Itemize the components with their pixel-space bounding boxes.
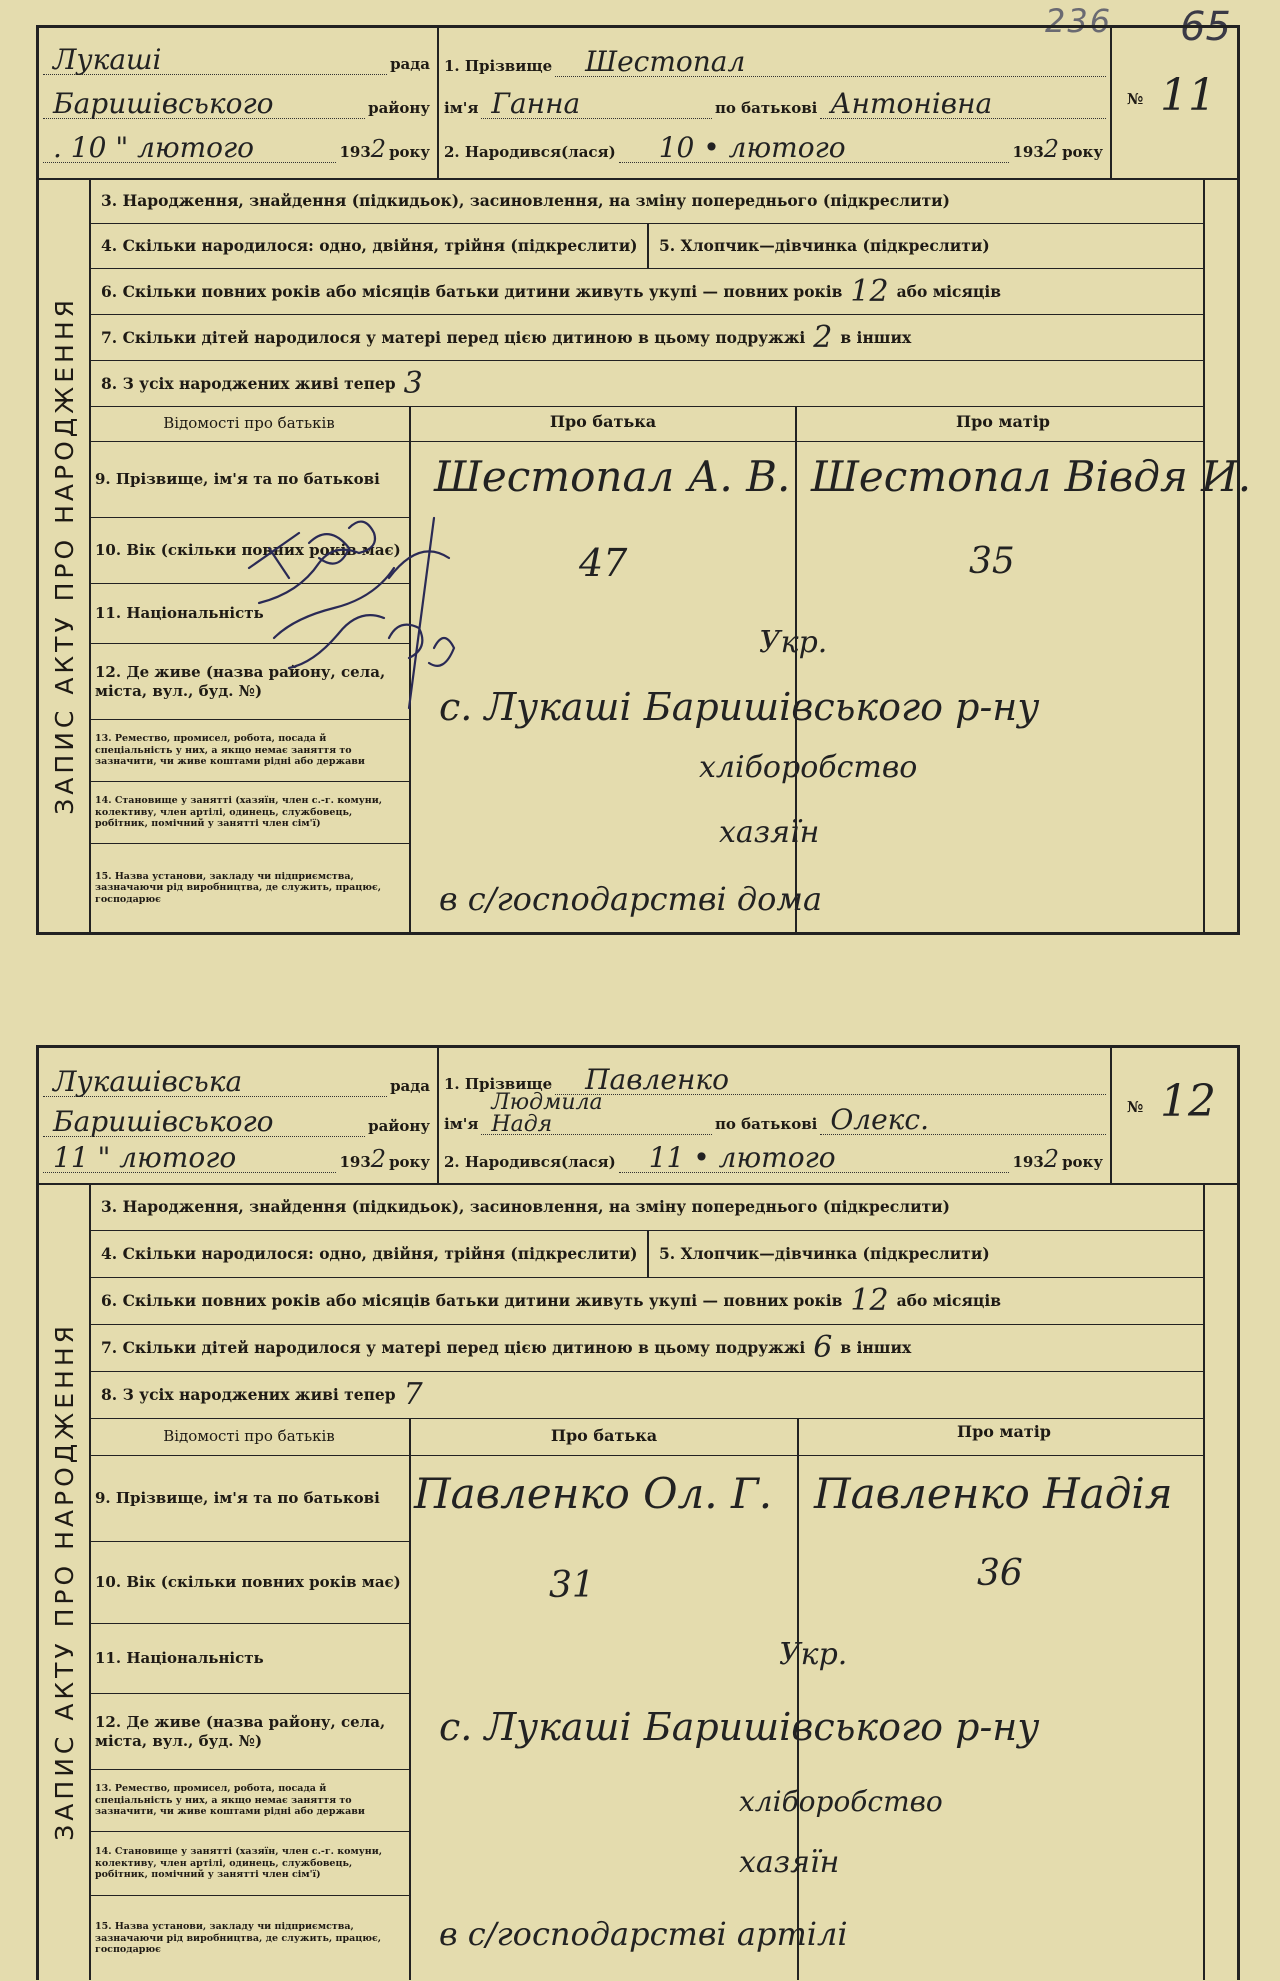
father-column-divider — [409, 406, 411, 932]
row-6 — [89, 268, 1205, 315]
father-column-divider — [409, 1418, 411, 1980]
patronymic-label: по батькові — [714, 1115, 818, 1133]
surname-label: 1. Прізвище — [444, 1075, 553, 1093]
event-type-label: 3. Народження, знайдення (підкидьок), засиновлення, на зміну попереднього (підкреслити) — [101, 191, 951, 210]
born-label: 2. Народився(лася) — [444, 143, 616, 161]
row-6 — [89, 1277, 1205, 1325]
row-11-label: 11. Національність — [89, 584, 409, 644]
mother-age: 36 — [977, 1553, 1023, 1594]
record-header — [39, 28, 1237, 180]
rada-label: рада — [390, 55, 430, 73]
side-title: ЗАПИС АКТУ ПРО НАРОДЖЕННЯ — [39, 1183, 91, 1980]
row-9-label: 9. Прізвище, ім'я та по батькові — [89, 1456, 409, 1542]
months-label: або місяців — [896, 1291, 1002, 1310]
year-prefix: 193 — [339, 143, 371, 161]
alive-label: 8. З усіх народжених живі тепер — [101, 373, 396, 393]
children-before-value: 6 — [813, 1330, 833, 1365]
sex-label: 5. Хлопчик—дівчинка (підкреслити) — [659, 1244, 990, 1263]
right-margin-column — [1203, 178, 1237, 932]
number-sign: № — [1127, 1098, 1144, 1116]
child-name — [481, 1090, 712, 1137]
rada-value: Лукашівська — [43, 1068, 387, 1097]
row-10-label: 10. Вік (скільки повних років має) — [89, 518, 409, 584]
row-4-5 — [89, 223, 1205, 269]
rayon-label: району — [368, 1117, 430, 1135]
row-15-label: 15. Назва установи, закладу чи підприємства, зазначаючи рід виробництва, де служить, працює, господарює — [95, 870, 382, 905]
child-name: Ганна — [481, 90, 712, 119]
surname-label: 1. Прізвище — [444, 57, 553, 75]
row-7 — [89, 314, 1205, 361]
row-4-divider — [647, 223, 649, 268]
rayon-value: Баришівського — [43, 90, 365, 119]
row-13-label: 13. Ремество, промисел, робота, посада й спеціальність у них, а якщо немає заняття то зазначити, чи живе коштами рідні або держави — [89, 1770, 409, 1832]
parents-info-header — [89, 406, 409, 442]
roku-label: року — [389, 1153, 430, 1171]
child-surname: Шестопал — [555, 48, 1106, 77]
birth-roku-label: року — [1062, 143, 1103, 161]
parents-info-label: Відомості про батьків — [163, 414, 335, 433]
parents-info-label: Відомості про батьків — [163, 1427, 335, 1446]
father-name: Шестопал А. В. — [434, 452, 791, 501]
mother-header: Про матір — [956, 412, 1050, 431]
patronymic-label: по батькові — [714, 99, 818, 117]
year-prefix: 193 — [339, 1153, 371, 1171]
other-marriage-label: в інших — [840, 327, 912, 347]
child-surname: Павленко — [555, 1066, 1106, 1095]
record-number-block — [1112, 1048, 1237, 1183]
row-10-label: 10. Вік (скільки повних років має) — [89, 1542, 409, 1624]
children-before-label: 7. Скільки дітей народилося у матері перед цією дитиною в цьому подружжі — [101, 1338, 806, 1357]
rada-value: Лукаші — [43, 46, 387, 75]
occupation: хліборобство — [739, 1785, 943, 1818]
birth-record-12 — [36, 1045, 1240, 1980]
mother-name: Шестопал Вівдя И. — [811, 452, 1252, 501]
row-12-label: 12. Де живе (назва району, села, міста, вул., буд. №) — [89, 644, 409, 720]
row-14-label: 14. Становище у занятті (хазяїн, член с.-г. комуни, колективу, член артілі, одинець, службовець, робітник, помічний у занятті член сім'ї) — [89, 1832, 409, 1896]
right-margin-column — [1203, 1183, 1237, 1980]
birth-year-prefix: 193 — [1012, 143, 1044, 161]
count-born-label: 4. Скільки народилося: одно, двійня, трійня (підкреслити) — [101, 236, 638, 255]
parents-info-header — [89, 1418, 409, 1456]
registration-year: 2 — [370, 135, 387, 163]
registration-date: 11 " лютого — [43, 1144, 336, 1173]
birth-year: 2 — [1043, 1145, 1060, 1173]
residence: с. Лукаші Баришівського р-ну — [439, 1705, 1040, 1749]
workplace: в с/господарстві артілі — [439, 1915, 848, 1953]
registration-block — [39, 1048, 439, 1183]
mother-header: Про матір — [957, 1422, 1051, 1441]
row-14-label: 14. Становище у занятті (хазяїн, член с.-г. комуни, колективу, член артілі, одинець, службовець, робітник, помічний у занятті член сім'ї) — [89, 782, 409, 844]
years-together-label: 6. Скільки повних років або місяців батьки дитини живуть укупі — повних років — [101, 1291, 843, 1310]
side-title: ЗАПИС АКТУ ПРО НАРОДЖЕННЯ — [39, 178, 91, 932]
mother-column-divider — [795, 406, 797, 932]
record-number: 12 — [1160, 1076, 1216, 1127]
row-7 — [89, 1324, 1205, 1372]
birth-year-prefix: 193 — [1012, 1153, 1044, 1171]
rayon-label: району — [368, 99, 430, 117]
other-marriage-label: в інших — [840, 1338, 912, 1357]
count-born-label: 4. Скільки народилося: одно, двійня, трійня (підкреслити) — [101, 1244, 638, 1263]
position: хазяїн — [739, 1845, 840, 1880]
sex-label: 5. Хлопчик—дівчинка (підкреслити) — [659, 236, 990, 255]
registration-block — [39, 28, 439, 178]
name-label: ім'я — [444, 99, 479, 117]
position: хазяїн — [719, 815, 820, 850]
row-12-label: 12. Де живе (назва району, села, міста, вул., буд. №) — [89, 1694, 409, 1770]
alive-label: 8. З усіх народжених живі тепер — [101, 1385, 396, 1404]
record-number-block — [1112, 28, 1237, 178]
nationality: Укр. — [759, 625, 828, 660]
father-header: Про батька — [550, 1426, 658, 1445]
child-name-primary: Людмила — [491, 1090, 603, 1115]
father-age: 47 — [579, 541, 628, 585]
row-4-5 — [89, 1230, 1205, 1278]
child-name-alt: Надя — [491, 1112, 553, 1137]
child-patronymic: Олекс. — [820, 1106, 1106, 1135]
roku-label: року — [389, 143, 430, 161]
old-page-number: 236 — [1045, 2, 1113, 40]
row-8 — [89, 360, 1205, 407]
row-9-label: 9. Прізвище, ім'я та по батькові — [89, 442, 409, 518]
father-age: 31 — [549, 1565, 595, 1606]
row-8 — [89, 1371, 1205, 1419]
father-header: Про батька — [549, 412, 657, 431]
years-together-value: 12 — [850, 273, 889, 309]
occupation: хліборобство — [699, 750, 918, 785]
years-together-value: 12 — [850, 1283, 889, 1318]
children-before-label: 7. Скільки дітей народилося у матері перед цією дитиною в цьому подружжі — [101, 327, 806, 347]
row-11-label: 11. Національність — [89, 1624, 409, 1694]
children-before-value: 2 — [813, 319, 833, 355]
name-label: ім'я — [444, 1115, 479, 1133]
row-15-label: 15. Назва установи, закладу чи підприємства, зазначаючи рід виробництва, де служить, працює, господарює — [95, 1921, 382, 1956]
row-3 — [89, 1183, 1205, 1231]
birth-date: 11 • лютого — [619, 1144, 1010, 1173]
residence: с. Лукаші Баришівського р-ну — [439, 685, 1040, 729]
page-number: 65 — [1180, 4, 1231, 50]
nationality: Укр. — [779, 1637, 848, 1672]
event-type-label: 3. Народження, знайдення (підкидьок), засиновлення, на зміну попереднього (підкреслити) — [101, 1197, 951, 1216]
mother-column-divider — [797, 1418, 799, 1980]
birth-record-11 — [36, 25, 1252, 935]
born-label: 2. Народився(лася) — [444, 1153, 616, 1171]
father-name: Павленко Ол. Г. — [414, 1469, 773, 1518]
number-sign: № — [1127, 90, 1144, 108]
rayon-value: Баришівського — [43, 1108, 365, 1137]
birth-year: 2 — [1043, 135, 1060, 163]
workplace: в с/господарстві дома — [439, 880, 823, 918]
registration-date: . 10 " лютого — [43, 134, 336, 163]
years-together-label: 6. Скільки повних років або місяців батьки дитини живуть укупі — повних років — [101, 281, 843, 301]
birth-date: 10 • лютого — [619, 134, 1010, 163]
row-3 — [89, 178, 1205, 224]
months-label: або місяців — [896, 281, 1002, 301]
alive-value: 7 — [403, 1377, 423, 1412]
alive-value: 3 — [403, 365, 423, 401]
row-4-divider — [647, 1230, 649, 1277]
record-number: 11 — [1160, 70, 1216, 121]
mother-age: 35 — [969, 541, 1015, 582]
registration-year: 2 — [370, 1145, 387, 1173]
mother-name: Павленко Надія — [814, 1469, 1173, 1518]
row-13-label: 13. Ремество, промисел, робота, посада й спеціальність у них, а якщо немає заняття то зазначити, чи живе коштами рідні або держави — [89, 720, 409, 782]
record-header — [39, 1048, 1237, 1185]
child-patronymic: Антонівна — [820, 90, 1106, 119]
child-identity-block — [437, 28, 1112, 178]
rada-label: рада — [390, 1077, 430, 1095]
birth-roku-label: року — [1062, 1153, 1103, 1171]
child-identity-block — [437, 1048, 1112, 1183]
